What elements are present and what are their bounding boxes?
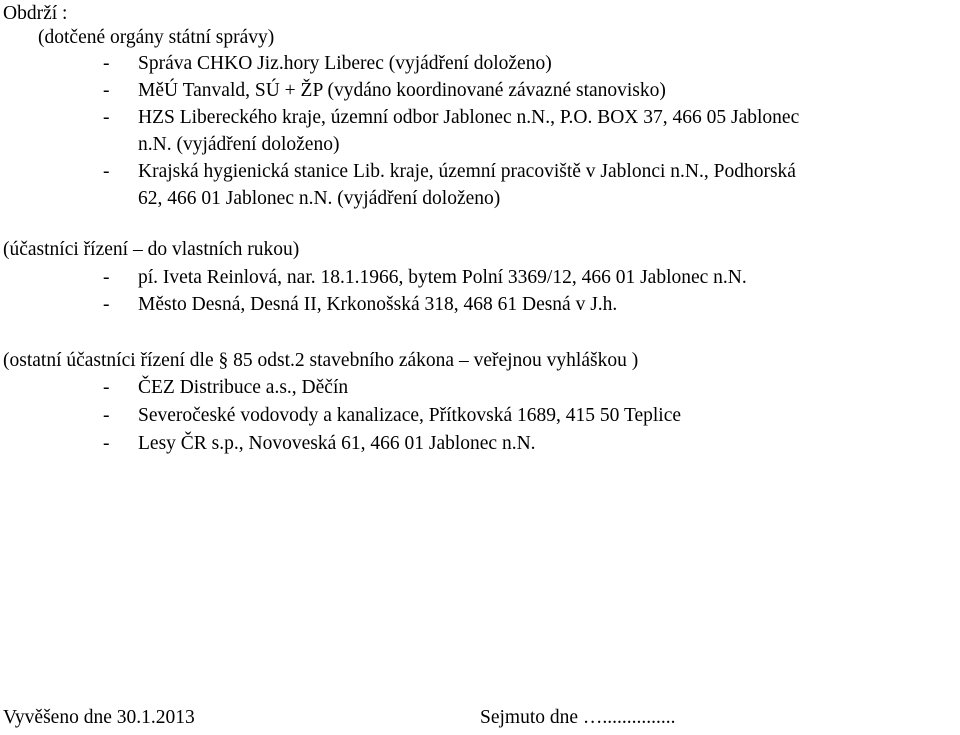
list-item: Severočeské vodovody a kanalizace, Přítkovská 1689, 415 50 Teplice (138, 405, 682, 426)
bullet-dash: - (103, 161, 110, 182)
list-item: HZS Libereckého kraje, územní odbor Jablonec n.N., P.O. BOX 37, 466 05 Jablonec (138, 107, 800, 128)
list-item-continuation: n.N. (vyjádření doloženo) (138, 134, 340, 155)
bullet-dash: - (103, 433, 110, 454)
list-item: Krajská hygienická stanice Lib. kraje, územní pracoviště v Jablonci n.N., Podhorská (138, 161, 796, 182)
list-item: Lesy ČR s.p., Novoveská 61, 466 01 Jablonec n.N. (138, 433, 536, 454)
list-item: Správa CHKO Jiz.hory Liberec (vyjádření doloženo) (138, 53, 552, 74)
bullet-dash: - (103, 377, 110, 398)
list-item: MěÚ Tanvald, SÚ + ŽP (vydáno koordinované závazné stanovisko) (138, 80, 666, 101)
bullet-dash: - (103, 53, 110, 74)
list-item: pí. Iveta Reinlová, nar. 18.1.1966, bytem Polní 3369/12, 466 01 Jablonec n.N. (138, 267, 747, 288)
group-other-participants-label: (ostatní účastníci řízení dle § 85 odst.2 stavebního zákona – veřejnou vyhláškou ) (3, 350, 639, 371)
group-participants-label: (účastníci řízení – do vlastních rukou) (3, 239, 300, 260)
list-item: ČEZ Distribuce a.s., Děčín (138, 377, 349, 398)
bullet-dash: - (103, 405, 110, 426)
bullet-dash: - (103, 107, 110, 128)
bullet-dash: - (103, 80, 110, 101)
bullet-dash: - (103, 267, 110, 288)
bullet-dash: - (103, 294, 110, 315)
removed-date: Sejmuto dne …............... (480, 707, 676, 728)
recipients-heading: Obdrží : (3, 3, 68, 24)
list-item-continuation: 62, 466 01 Jablonec n.N. (vyjádření doloženo) (138, 188, 501, 209)
group-state-authorities-label: (dotčené orgány státní správy) (38, 27, 275, 48)
posted-date: Vyvěšeno dne 30.1.2013 (3, 707, 195, 728)
list-item: Město Desná, Desná II, Krkonošská 318, 468 61 Desná v J.h. (138, 294, 618, 315)
